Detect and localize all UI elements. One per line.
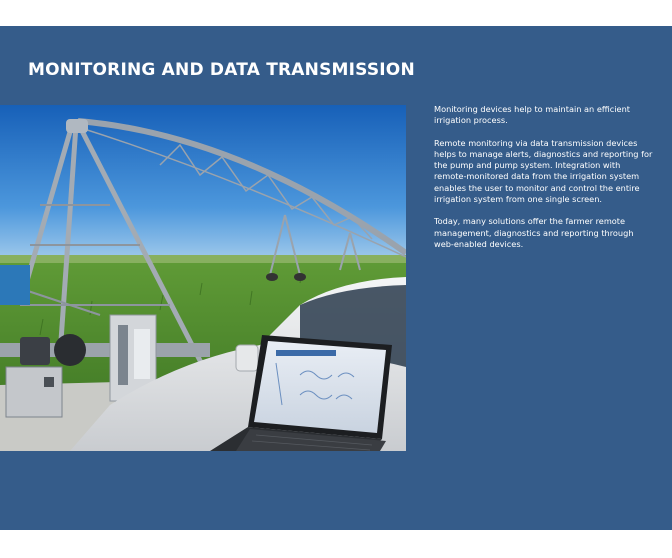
paragraph-remote-monitoring: Remote monitoring via data transmission devices helps to manage alerts, diagnostics and reporting for the pump and pump system. Integration with remote-monitored data from the irrigation system enables the user to monitor and control the entire irrigation system from one single screen. xyxy=(434,137,653,205)
irrigation-photo xyxy=(0,105,406,451)
content-panel xyxy=(0,26,672,530)
body-text xyxy=(434,104,654,261)
paragraph-monitoring: Monitoring devices help to maintain an efficient irrigation process. xyxy=(434,104,630,126)
paragraph-web-enabled: Today, many solutions offer the farmer remote management, diagnostics and reporting through web-enabled devices. xyxy=(434,216,634,249)
page-title: MONITORING AND DATA TRANSMISSION xyxy=(28,60,415,80)
